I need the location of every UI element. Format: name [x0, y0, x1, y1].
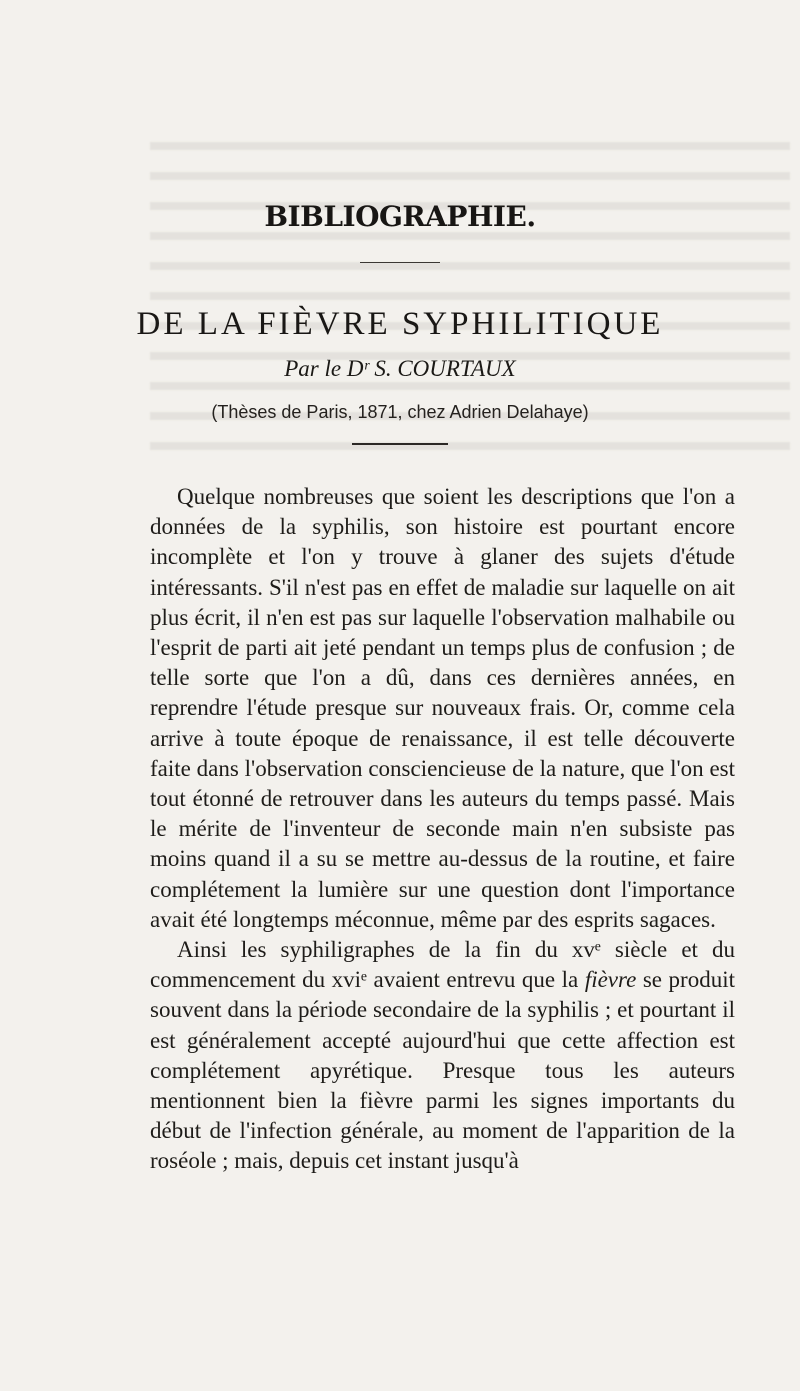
author-byline: Par le Dʳ S. COURTAUX	[284, 356, 516, 381]
paragraph-2-emphasis: fièvre	[584, 967, 637, 993]
section-title: BIBLIOGRAPHIE.	[264, 200, 536, 233]
paragraph-2	[150, 935, 735, 1177]
paragraph-2-start: Ainsi les syphiligraphes de la fin du xvᵉ siècle et du commencement du xviᵉ avaient entrevu que la	[150, 937, 735, 993]
show-through-text	[150, 120, 790, 450]
publication-citation: (Thèses de Paris, 1871, chez Adrien Delahaye)	[211, 402, 589, 422]
paragraph-1: Quelque nombreuses que soient les descriptions que l'on a données de la syphilis, son histoire est pourtant encore incomplète et l'on y trouve à glaner des sujets d'étude intéressants. S'il n'est pas en effet de maladie sur laquelle on ait plus écrit, il n'en est pas sur laquelle l'observation malhabile ou l'esprit de parti ait jeté pendant un temps plus de confusion ; de telle sorte que l'on a dû, dans ces dernières années, en reprendre l'étude presque sur nouveaux frais. Or, comme cela arrive à toute époque de renaissance, il est telle découverte faite dans l'observation consciencieuse de la nature, que l'on est tout étonné de retrouver dans les auteurs du temps passé. Mais le mérite de l'inventeur de seconde main n'en subsiste pas moins quand il a su se mettre au-dessus de la routine, et faire complétement la lumière sur une question dont l'importance avait été longtemps méconnue, même par des esprits sagaces.	[150, 484, 735, 932]
header-rule	[352, 443, 448, 445]
title-rule	[360, 262, 440, 263]
paragraph-2-end: se produit souvent dans la période secondaire de la syphilis ; et pourtant il est généralement accepté aujourd'hui que cette affection est complétement apyrétique. Presque tous les auteurs mentionnent bien la fièvre parmi les signes importants du début de l'infection générale, au moment de l'apparition de la roséole ; mais, depuis cet instant jusqu'à	[150, 967, 735, 1174]
body-text	[150, 482, 735, 1177]
article-title: DE LA FIÈVRE SYPHILITIQUE	[136, 306, 664, 342]
